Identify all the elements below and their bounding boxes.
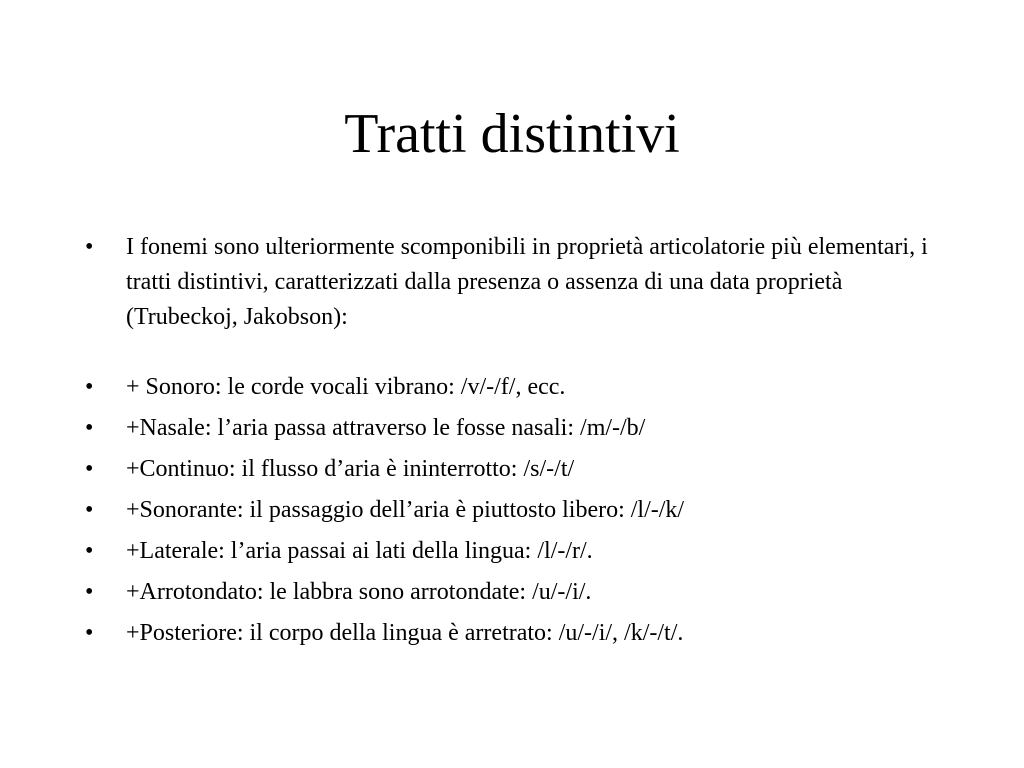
bullet-marker: • xyxy=(85,497,94,523)
bullet-text: I fonemi sono ulteriormente scomponibili in proprietà articolatorie più elementari, i tratti distintivi, caratterizzati dalla presenza o assenza di una data proprietà (Trubeckoj, Jakobson): xyxy=(126,234,928,330)
slide-title: Tratti distintivi xyxy=(344,103,680,165)
bullet-item xyxy=(85,411,945,446)
bullet-text: +Posteriore: il corpo della lingua è arretrato: /u/-/i/, /k/-/t/. xyxy=(126,620,684,646)
bullet-text: +Sonorante: il passaggio dell’aria è piuttosto libero: /l/-/k/ xyxy=(126,497,685,523)
bullet-text: + Sonoro: le corde vocali vibrano: /v/-/f/, ecc. xyxy=(126,374,566,400)
bullet-text: +Nasale: l’aria passa attraverso le fosse nasali: /m/-/b/ xyxy=(126,415,646,441)
bullet-list xyxy=(85,230,945,657)
bullet-marker: • xyxy=(85,456,94,482)
bullet-item xyxy=(85,493,945,528)
bullet-marker: • xyxy=(85,374,94,400)
bullet-marker: • xyxy=(85,415,94,441)
bullet-text: +Arrotondato: le labbra sono arrotondate: /u/-/i/. xyxy=(126,579,592,605)
bullet-item xyxy=(85,370,945,405)
bullet-text: +Continuo: il flusso d’aria è ininterrotto: /s/-/t/ xyxy=(126,456,575,482)
bullet-item xyxy=(85,575,945,610)
bullet-item xyxy=(85,230,945,335)
bullet-marker: • xyxy=(85,234,94,260)
bullet-item xyxy=(85,452,945,487)
bullet-marker: • xyxy=(85,538,94,564)
bullet-item xyxy=(85,616,945,651)
bullet-text: +Laterale: l’aria passai ai lati della lingua: /l/-/r/. xyxy=(126,538,593,564)
bullet-marker: • xyxy=(85,579,94,605)
bullet-item xyxy=(85,534,945,569)
bullet-marker: • xyxy=(85,620,94,646)
